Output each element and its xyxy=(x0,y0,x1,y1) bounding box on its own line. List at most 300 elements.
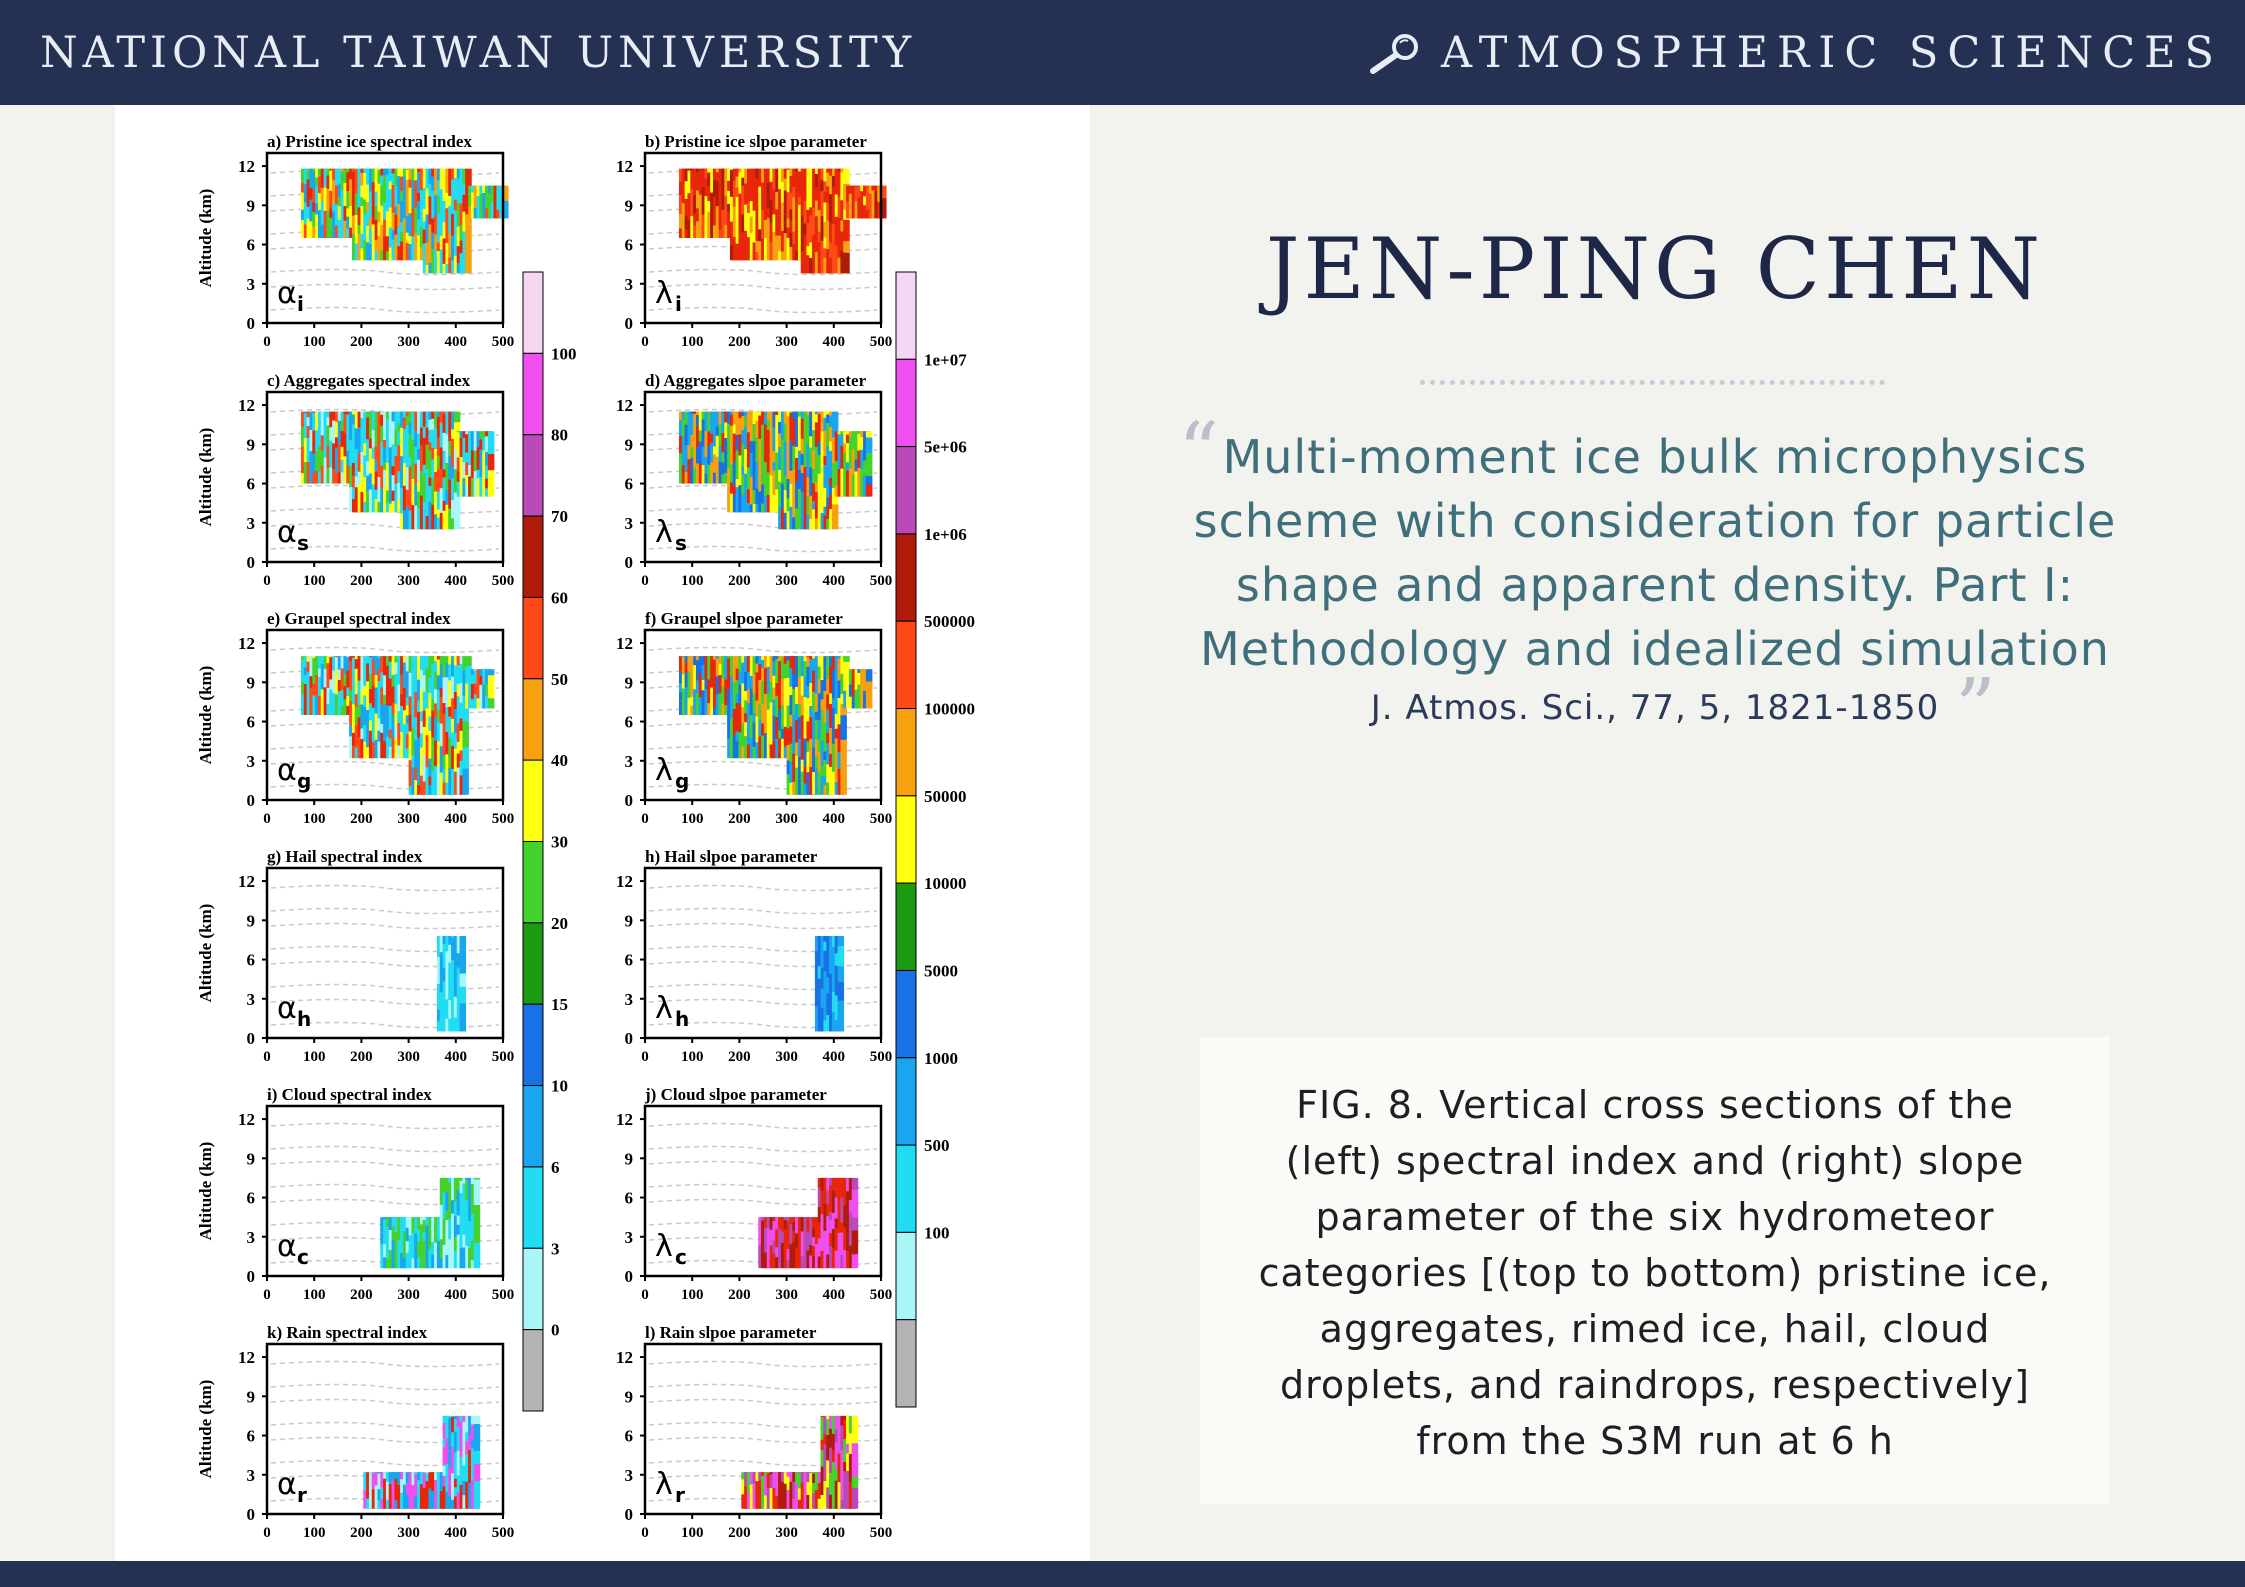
header-bar xyxy=(0,0,2245,105)
field-cell xyxy=(852,1457,859,1476)
y-tick-label: 9 xyxy=(624,1387,633,1407)
footer-bar xyxy=(0,1561,2245,1587)
y-tick-label: 12 xyxy=(616,396,633,416)
y-tick-label: 3 xyxy=(246,989,255,1009)
y-tick-label: 6 xyxy=(624,1426,633,1446)
alpha-colorbar-label: 3 xyxy=(551,1239,560,1259)
x-tick-label: 300 xyxy=(775,573,798,589)
y-tick-label: 3 xyxy=(246,513,255,533)
field-cell xyxy=(852,1217,859,1230)
field-cell xyxy=(852,1443,859,1457)
field-cell xyxy=(465,249,472,274)
panel-symbol-sub: g xyxy=(675,769,690,793)
field-cell xyxy=(866,465,873,476)
field-cell xyxy=(488,470,495,496)
panel-symbol-sub: s xyxy=(297,531,309,555)
field-cell xyxy=(852,1178,859,1190)
x-tick-label: 300 xyxy=(397,334,420,350)
alpha-colorbar-cell xyxy=(523,272,543,353)
alpha-colorbar-label: 10 xyxy=(551,1076,568,1096)
x-tick-label: 100 xyxy=(302,573,326,589)
y-tick-label: 0 xyxy=(246,1267,255,1286)
field-cell xyxy=(852,1416,859,1424)
field-cell xyxy=(460,974,467,987)
isoline xyxy=(649,1124,877,1129)
lambda-colorbar-label: 500000 xyxy=(924,612,975,632)
x-tick-label: 400 xyxy=(444,573,468,589)
alpha-colorbar-label: 6 xyxy=(551,1157,560,1177)
x-tick-label: 0 xyxy=(641,1525,649,1541)
alpha-colorbar-cell xyxy=(523,842,543,923)
data-field xyxy=(679,412,872,530)
field-cell xyxy=(838,966,845,982)
y-tick-label: 9 xyxy=(624,1149,633,1169)
x-tick-label: 500 xyxy=(869,1525,893,1541)
field-cell xyxy=(838,1001,845,1011)
isoline xyxy=(271,1147,499,1152)
x-tick-label: 300 xyxy=(775,334,798,350)
y-tick-label: 6 xyxy=(246,1188,255,1208)
lambda-colorbar-cell xyxy=(896,883,916,970)
lambda-colorbar-cell xyxy=(896,621,916,708)
y-tick-label: 3 xyxy=(246,1465,255,1485)
panel-symbol: α xyxy=(277,1229,297,1264)
panel-symbol-sub: c xyxy=(675,1245,687,1269)
y-axis-label: Altitude (km) xyxy=(196,188,215,288)
y-tick-label: 0 xyxy=(624,1029,633,1048)
panel-title: h) Hail slpoe parameter xyxy=(645,847,818,866)
y-tick-label: 9 xyxy=(624,435,633,455)
panel-symbol: λ xyxy=(655,515,673,550)
isoline xyxy=(271,1124,499,1129)
panel-symbol-sub: r xyxy=(297,1483,307,1507)
alpha-colorbar-cell xyxy=(523,1004,543,1085)
x-tick-label: 0 xyxy=(641,1287,649,1303)
lambda-colorbar-cell xyxy=(896,1145,916,1232)
y-tick-label: 12 xyxy=(616,157,633,177)
x-tick-label: 200 xyxy=(350,334,373,350)
field-cell xyxy=(488,675,495,698)
field-cell xyxy=(866,682,873,701)
lambda-colorbar-label: 1e+07 xyxy=(924,350,967,370)
isoline xyxy=(649,308,877,313)
x-tick-label: 500 xyxy=(491,573,515,589)
x-tick-label: 200 xyxy=(728,334,751,350)
isoline xyxy=(271,1162,499,1167)
field-cell xyxy=(866,453,873,465)
field-cell xyxy=(488,698,495,708)
field-cell xyxy=(488,454,495,470)
lambda-colorbar-cell xyxy=(896,534,916,621)
y-tick-label: 6 xyxy=(624,950,633,970)
isoline xyxy=(649,1147,877,1152)
x-tick-label: 0 xyxy=(641,1049,649,1065)
field-cell xyxy=(866,431,873,437)
panel-symbol: λ xyxy=(655,1229,673,1264)
x-tick-label: 400 xyxy=(822,1525,846,1541)
lambda-colorbar-label: 10000 xyxy=(924,874,967,894)
field-cell xyxy=(832,504,839,529)
field-cell xyxy=(474,1216,481,1243)
isoline xyxy=(649,648,877,653)
y-tick-label: 9 xyxy=(624,196,633,216)
x-tick-label: 400 xyxy=(444,1049,468,1065)
x-tick-label: 500 xyxy=(491,811,515,827)
isoline xyxy=(649,524,877,529)
open-quote-icon: “ xyxy=(1178,405,1219,498)
y-tick-label: 3 xyxy=(624,989,633,1009)
cross-section-figure xyxy=(115,105,1090,1561)
panel-title: f) Graupel slpoe parameter xyxy=(645,609,843,628)
isoline xyxy=(271,909,499,914)
y-tick-label: 3 xyxy=(246,751,255,771)
panel-title: a) Pristine ice spectral index xyxy=(267,132,472,151)
panel-title: e) Graupel spectral index xyxy=(267,609,451,628)
y-tick-label: 9 xyxy=(246,1149,255,1169)
x-tick-label: 0 xyxy=(263,1287,271,1303)
y-tick-label: 12 xyxy=(238,157,255,177)
lambda-colorbar-cell xyxy=(896,1232,916,1319)
field-cell xyxy=(852,1488,859,1509)
y-tick-label: 0 xyxy=(246,791,255,810)
alpha-colorbar-cell xyxy=(523,1330,543,1411)
x-tick-label: 500 xyxy=(491,1525,515,1541)
isoline xyxy=(649,285,877,290)
y-tick-label: 0 xyxy=(624,553,633,572)
y-tick-label: 9 xyxy=(624,673,633,693)
y-tick-label: 3 xyxy=(624,751,633,771)
x-tick-label: 500 xyxy=(869,334,893,350)
isoline xyxy=(271,524,499,529)
field-cell xyxy=(866,669,873,681)
x-tick-label: 200 xyxy=(728,573,751,589)
x-tick-label: 400 xyxy=(822,334,846,350)
panel-title: c) Aggregates spectral index xyxy=(267,371,471,390)
x-tick-label: 0 xyxy=(263,334,271,350)
field-cell xyxy=(852,1254,859,1268)
y-tick-label: 12 xyxy=(616,1110,633,1130)
y-tick-label: 3 xyxy=(246,1227,255,1247)
alpha-colorbar-label: 40 xyxy=(551,751,568,771)
field-cell xyxy=(488,431,495,454)
x-tick-label: 300 xyxy=(397,1525,420,1541)
field-cell xyxy=(840,740,847,768)
y-tick-label: 6 xyxy=(624,235,633,255)
y-tick-label: 9 xyxy=(246,196,255,216)
field-cell xyxy=(474,1243,481,1268)
x-tick-label: 100 xyxy=(302,1287,326,1303)
panel-title: k) Rain spectral index xyxy=(267,1323,428,1342)
data-field xyxy=(301,656,494,795)
y-tick-label: 6 xyxy=(624,474,633,494)
x-tick-label: 200 xyxy=(728,811,751,827)
field-cell xyxy=(474,1416,481,1424)
isoline xyxy=(271,1385,499,1390)
panel-symbol: α xyxy=(277,991,297,1026)
panel-symbol: α xyxy=(277,1467,297,1502)
data-field xyxy=(758,1178,858,1268)
y-tick-label: 6 xyxy=(246,1426,255,1446)
x-tick-label: 400 xyxy=(444,1287,468,1303)
y-tick-label: 9 xyxy=(246,911,255,931)
field-cell xyxy=(843,220,850,241)
alpha-colorbar-label: 20 xyxy=(551,913,568,933)
panel-symbol-sub: i xyxy=(297,292,304,316)
field-cell xyxy=(838,936,845,946)
x-tick-label: 0 xyxy=(263,573,271,589)
field-cell xyxy=(852,1230,859,1254)
x-tick-label: 200 xyxy=(350,573,373,589)
university-name: NATIONAL TAIWAN UNIVERSITY xyxy=(40,28,917,78)
y-axis-label: Altitude (km) xyxy=(196,665,215,765)
x-tick-label: 300 xyxy=(397,1287,420,1303)
lambda-colorbar-cell xyxy=(896,1320,916,1407)
field-cell xyxy=(843,241,850,253)
x-tick-label: 500 xyxy=(869,1287,893,1303)
panel-symbol: α xyxy=(277,276,297,311)
x-tick-label: 500 xyxy=(869,1049,893,1065)
panel-symbol: λ xyxy=(655,991,673,1026)
x-tick-label: 300 xyxy=(397,573,420,589)
field-cell xyxy=(838,946,845,966)
x-tick-label: 300 xyxy=(775,1525,798,1541)
panel-symbol: α xyxy=(277,515,297,550)
panel-symbol: α xyxy=(277,753,297,788)
alpha-colorbar-label: 70 xyxy=(551,507,568,527)
x-tick-label: 100 xyxy=(680,334,704,350)
panel-symbol: λ xyxy=(655,753,673,788)
x-tick-label: 500 xyxy=(491,1287,515,1303)
field-cell xyxy=(852,1432,859,1443)
y-tick-label: 6 xyxy=(246,474,255,494)
alpha-colorbar-label: 30 xyxy=(551,832,568,852)
alpha-colorbar-cell xyxy=(523,516,543,597)
field-cell xyxy=(866,438,873,454)
panel-symbol-sub: h xyxy=(297,1007,312,1031)
field-cell xyxy=(843,169,850,184)
isoline xyxy=(649,1162,877,1167)
lambda-colorbar-cell xyxy=(896,359,916,446)
x-tick-label: 300 xyxy=(397,1049,420,1065)
lambda-colorbar-label: 1e+06 xyxy=(924,524,967,544)
field-cell xyxy=(474,1424,481,1451)
data-field xyxy=(815,936,844,1031)
x-tick-label: 200 xyxy=(728,1049,751,1065)
field-cell xyxy=(474,1179,481,1192)
y-tick-label: 3 xyxy=(624,274,633,294)
x-tick-label: 100 xyxy=(680,1525,704,1541)
x-tick-label: 500 xyxy=(491,334,515,350)
x-tick-label: 500 xyxy=(869,573,893,589)
panel-symbol: λ xyxy=(655,1467,673,1502)
x-tick-label: 0 xyxy=(641,811,649,827)
lambda-colorbar-label: 100 xyxy=(924,1223,950,1243)
department-label xyxy=(1367,28,2223,78)
y-tick-label: 12 xyxy=(616,634,633,654)
panel-title: b) Pristine ice slpoe parameter xyxy=(645,132,867,151)
y-tick-label: 0 xyxy=(246,314,255,333)
isoline xyxy=(649,1400,877,1405)
figure-caption: FIG. 8. Vertical cross sections of the (left) spectral index and (right) slope parameter of the six hydrometeor categories [(top to bottom) pristine ice, aggregates, rimed ice, hail, cloud droplets, and raindrops, respectively] from the S3M run at 6 h xyxy=(1258,1083,2052,1463)
isoline xyxy=(649,1385,877,1390)
y-tick-label: 6 xyxy=(624,1188,633,1208)
x-tick-label: 400 xyxy=(822,573,846,589)
field-cell xyxy=(465,224,472,249)
lambda-colorbar-label: 500 xyxy=(924,1136,950,1156)
field-cell xyxy=(465,656,472,666)
divider xyxy=(1420,380,1885,385)
field-cell xyxy=(462,747,469,768)
x-tick-label: 200 xyxy=(350,1049,373,1065)
lambda-colorbar-cell xyxy=(896,1058,916,1145)
isoline xyxy=(271,285,499,290)
data-field xyxy=(437,936,466,1031)
isoline xyxy=(649,924,877,929)
field-cell xyxy=(488,669,495,675)
field-cell xyxy=(866,476,873,484)
y-tick-label: 9 xyxy=(624,911,633,931)
x-tick-label: 100 xyxy=(302,334,326,350)
lambda-colorbar-cell xyxy=(896,272,916,359)
field-cell xyxy=(840,715,847,740)
lambda-colorbar-cell xyxy=(896,970,916,1057)
y-tick-label: 6 xyxy=(246,950,255,970)
y-axis-label: Altitude (km) xyxy=(196,1379,215,1479)
field-cell xyxy=(843,656,850,662)
lambda-colorbar-label: 5000 xyxy=(924,961,958,981)
alpha-colorbar-label: 15 xyxy=(551,995,568,1015)
x-tick-label: 0 xyxy=(641,573,649,589)
field-cell xyxy=(460,987,467,1003)
y-tick-label: 0 xyxy=(246,1029,255,1048)
y-tick-label: 12 xyxy=(616,1348,633,1368)
figure-panel xyxy=(115,105,1090,1561)
lambda-colorbar-cell xyxy=(896,796,916,883)
isoline xyxy=(271,1362,499,1367)
y-tick-label: 12 xyxy=(238,396,255,416)
y-tick-label: 12 xyxy=(616,872,633,892)
panel-title: d) Aggregates slpoe parameter xyxy=(645,371,867,390)
field-cell xyxy=(840,768,847,795)
y-tick-label: 9 xyxy=(246,1387,255,1407)
y-tick-label: 3 xyxy=(624,1465,633,1485)
x-tick-label: 200 xyxy=(350,1287,373,1303)
alpha-colorbar-cell xyxy=(523,435,543,516)
x-tick-label: 500 xyxy=(869,811,893,827)
y-axis-label: Altitude (km) xyxy=(196,903,215,1003)
field-cell xyxy=(852,1424,859,1432)
paper-citation: J. Atmos. Sci., 77, 5, 1821-1850 xyxy=(1370,688,1940,728)
y-tick-label: 0 xyxy=(624,314,633,333)
y-tick-label: 0 xyxy=(246,553,255,572)
panel-symbol-sub: r xyxy=(675,1483,685,1507)
field-cell xyxy=(474,1464,481,1481)
panel-symbol-sub: c xyxy=(297,1245,309,1269)
isoline xyxy=(271,886,499,891)
y-tick-label: 0 xyxy=(246,1505,255,1524)
x-tick-label: 100 xyxy=(302,811,326,827)
x-tick-label: 400 xyxy=(822,811,846,827)
isoline xyxy=(271,308,499,313)
x-tick-label: 300 xyxy=(397,811,420,827)
y-tick-label: 3 xyxy=(624,513,633,533)
alpha-colorbar-cell xyxy=(523,679,543,760)
panel-symbol-sub: s xyxy=(675,531,687,555)
y-tick-label: 0 xyxy=(624,1505,633,1524)
lambda-colorbar-cell xyxy=(896,709,916,796)
paper-title: Multi-moment ice bulk microphysics scheme with consideration for particle shape and apparent density. Part I: Methodology and idealized simulation xyxy=(1193,430,2117,676)
y-tick-label: 12 xyxy=(238,634,255,654)
x-tick-label: 0 xyxy=(263,1525,271,1541)
y-tick-label: 6 xyxy=(246,712,255,732)
x-tick-label: 0 xyxy=(263,811,271,827)
y-tick-label: 12 xyxy=(238,872,255,892)
alpha-colorbar-label: 80 xyxy=(551,425,568,445)
field-cell xyxy=(460,1003,467,1031)
x-tick-label: 400 xyxy=(444,334,468,350)
y-tick-label: 9 xyxy=(246,435,255,455)
y-tick-label: 9 xyxy=(246,673,255,693)
panel-title: g) Hail spectral index xyxy=(267,847,423,866)
x-tick-label: 200 xyxy=(350,811,373,827)
data-field xyxy=(679,169,887,274)
alpha-colorbar-cell xyxy=(523,1167,543,1248)
department-name: ATMOSPHERIC SCIENCES xyxy=(1441,28,2223,78)
panel-title: j) Cloud slpoe parameter xyxy=(645,1085,827,1104)
x-tick-label: 500 xyxy=(491,1049,515,1065)
x-tick-label: 300 xyxy=(775,1049,798,1065)
field-cell xyxy=(843,253,850,274)
lambda-colorbar-cell xyxy=(896,447,916,534)
panel-symbol-sub: g xyxy=(297,769,312,793)
x-tick-label: 200 xyxy=(728,1287,751,1303)
data-field xyxy=(301,412,494,530)
alpha-colorbar-cell xyxy=(523,1248,543,1329)
alpha-colorbar-cell xyxy=(523,597,543,678)
data-field xyxy=(679,656,872,795)
y-tick-label: 6 xyxy=(624,712,633,732)
field-cell xyxy=(460,936,467,950)
data-field xyxy=(380,1178,480,1268)
field-cell xyxy=(454,412,461,423)
panel-title: l) Rain slpoe parameter xyxy=(645,1323,817,1342)
isoline xyxy=(271,648,499,653)
field-cell xyxy=(465,169,472,180)
x-tick-label: 100 xyxy=(302,1049,326,1065)
y-axis-label: Altitude (km) xyxy=(196,1141,215,1241)
isoline xyxy=(649,909,877,914)
lambda-colorbar-label: 5e+06 xyxy=(924,437,967,457)
isoline xyxy=(649,1362,877,1367)
field-cell xyxy=(474,1205,481,1216)
field-cell xyxy=(852,1476,859,1487)
lambda-colorbar-label: 50000 xyxy=(924,786,967,806)
field-cell xyxy=(474,1481,481,1509)
field-cell xyxy=(474,1178,481,1180)
field-cell xyxy=(460,950,467,974)
lambda-colorbar-label: 100000 xyxy=(924,699,975,719)
x-tick-label: 200 xyxy=(728,1525,751,1541)
alpha-colorbar-cell xyxy=(523,760,543,841)
y-tick-label: 3 xyxy=(246,274,255,294)
y-axis-label: Altitude (km) xyxy=(196,427,215,527)
alpha-colorbar-label: 100 xyxy=(551,344,577,364)
field-cell xyxy=(474,1451,481,1464)
x-tick-label: 400 xyxy=(444,811,468,827)
isoline xyxy=(271,924,499,929)
field-cell xyxy=(474,1192,481,1205)
x-tick-label: 100 xyxy=(680,1287,704,1303)
